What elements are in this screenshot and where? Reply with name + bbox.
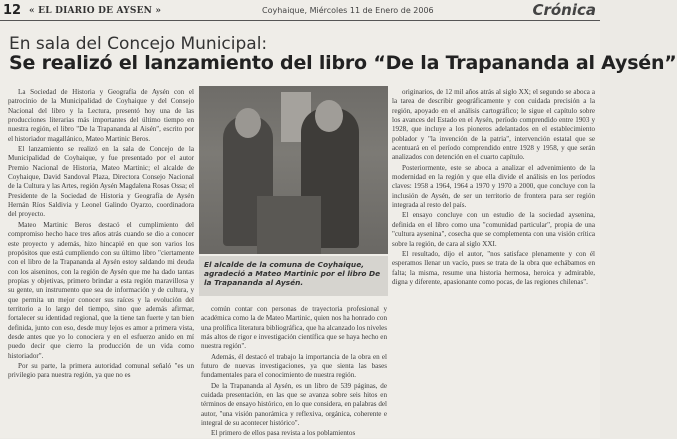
paragraph: El resultado, dijo el autor, "nos satisface plenamente y con él esperamos llenar un vacío, pues se trata de la obra que echábamos en falta; la misma, resume una historia hermosa, heroica y admirable, digna y diferente, apasionante como pocas, de las regiones chilenas".	[392, 249, 595, 286]
newspaper-name: « EL DIARIO DE AYSEN »	[29, 6, 162, 16]
paragraph: La Sociedad de Historia y Geografía de Aysén con el patrocinio de la Municipalidad de Coyhaique y del Consejo Nacional del libro y la Lectura, presentó hoy una de las producciones literarias más importantes del último tiempo en nuestra región, el libro "De la Trapananda al Aisén", escrito por el historiador magallánico, Mateo Martinic Beros.	[8, 88, 194, 143]
article-photo	[199, 86, 388, 254]
paragraph: De la Trapananda al Aysén, es un libro de 539 páginas, de cuidada presentación, en las que se avanza sobre seis hitos en términos de ensayo histórico, en lo que considera, en palabras del autor, "una visión panorámica y reflexiva, orgánica, coherente e integral de su acontecer histórico".	[201, 381, 387, 428]
paragraph: El primero de ellos pasa revista a los poblamientos	[211, 429, 356, 438]
page-header	[0, 0, 600, 22]
paragraph: El lanzamiento se realizó en la sala de Concejo de la Municipalidad de Coyhaique, y fue presentado por el autor Premio Nacional de Historia, Mateo Martinic; el alcalde de Coyhaique, David Sandoval Plaza, Directora Consejo Nacional de la Cultura y las Artes, región Aysén Magdalena Rosas Ossa; el Presidente de la Sociedad de Historia y Geografía de Aysén Hernán Ríos Saldivia y Leonel Galindo Oyarzo, coordinadora del proyecto.	[8, 145, 194, 219]
article-column-2	[201, 305, 387, 438]
issue-date: Coyhaique, Miércoles 11 de Enero de 2006	[262, 6, 434, 15]
paragraph: El ensayo concluye con un estudio de la sociedad aysenina, definida en el libro como una "comunidad particular", propia de una "cultura aysenina", cosecha que se complementa con una visión crítica sobre la región, de cara al siglo XXI.	[392, 211, 595, 248]
article-headline: Se realizó el lanzamiento del libro “De la Trapananda al Aysén”	[9, 52, 677, 74]
paragraph: originarios, de 12 mil años atrás al siglo XX; el segundo se aboca a la tarea de describir geográficamente y con cuidada precisión a la región, apoyado en el análisis cartográfico; le sigue el capítulo sobre los avances del Estado en el Aysén, período comprendido entre 1903 y 1928, que incluye a los pioneros adelantados en el establecimiento poblador y "la invención de la patria", intervención estatal que se acentuará en el período comprendido entre 1928 y 1958, y que serán analizados con detención en el cuarto capítulo.	[392, 88, 595, 162]
page-number: 12	[3, 3, 22, 18]
section-name: Crónica	[532, 1, 596, 19]
paragraph: Mateo Martinic Beros destacó el cumplimiento del compromiso hecho hace tres años atrás cuando se dio a conocer este proyecto y además, hizo hincapié en que son varios los propósitos que está cumpliendo con su último libro "ciertamente con el libro de la Trapananda al Aysén estoy saldando mi deuda con los aiseninos, con la región de Aysén que me ha dado tantas propias y objetivas, primero brindar a esta región maravillosa y su gente, un instrumento que sea de información y de cultura, y que permita un mejor conocer sus raíces y la evolución del territorio a lo largo del tiempo, sino que además afirmar, fortalecer su identidad regional, que la tiene tan fuerte y tan bien definida, junto con eso, desde muy lejos es amor a primera vista, desde antes que yo lo conociera y en el esfuerzo anido en mí puedo decir que cierro la producción de un vida como historiador".	[8, 220, 194, 360]
header-rule	[0, 20, 600, 21]
paragraph: común contar con personas de trayectoria profesional y académica como la de Mateo Martinic, quien nos ha honrado con una prolífica literatura bibliográfica, que ha alcanzado los niveles más altos de rigor e investigación científica que se haya hecho en nuestra región".	[201, 305, 387, 351]
article-kicker: En sala del Concejo Municipal:	[9, 34, 268, 54]
article-column-1	[8, 88, 194, 438]
paragraph: Además, él destacó el trabajo la importancia de la obra en el futuro de nuevas investigaciones, ya que sienta las bases fundamentales para el conocimiento de nuestra región.	[201, 352, 387, 380]
paragraph: Por su parte, la primera autoridad comunal señaló "es un privilegio para nuestra región, ya que no es	[8, 361, 194, 380]
paragraph: Posteriormente, este se aboca a analizar el advenimiento de la modernidad en la región y que ella divide el análisis en los períodos claves: 1958 a 1964, 1964 a 1970 y 1970 a 2000, que concluye con la inclusión de Aysén, de ser un territorio de frontera para ser región integrada al resto del país.	[392, 163, 595, 210]
photo-caption: El alcalde de la comuna de Coyhaique, agradeció a Mateo Martinic por el libro De la Trapananda al Aysén.	[199, 256, 388, 296]
article-column-3	[392, 88, 595, 438]
